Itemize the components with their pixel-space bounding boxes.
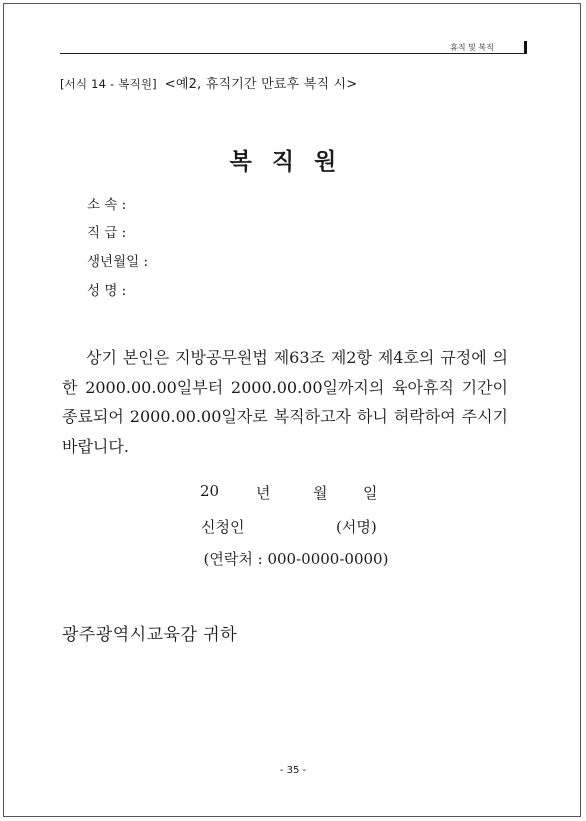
header-rule — [60, 53, 527, 54]
contact-line: (연락처 : 000-0000-0000) — [203, 550, 389, 568]
addressee: 광주광역시교육감 귀하 — [62, 625, 238, 645]
page-number: - 35 - — [279, 765, 307, 776]
date-year-unit: 년 — [256, 484, 271, 502]
body-text: 상기 본인은 지방공무원법 제63조 제2항 제4호의 규정에 의한 2000.00.00일부터 2000.00.00일까지의 육아휴직 기간이 종료되어 2000.00.00일자로 복직하고자 하니 허락하여 주시기 바랍니다. — [62, 348, 508, 456]
body-paragraph — [62, 343, 508, 461]
signature-label: (서명) — [336, 518, 377, 536]
form-code: [서식 14 - 복직원] — [60, 77, 157, 91]
field-name: 성 명 : — [87, 283, 127, 299]
form-example: <예2, 휴직기간 만료후 복직 시> — [164, 77, 358, 92]
section-header: 휴직 및 복직 — [420, 41, 527, 54]
form-label — [60, 73, 357, 92]
date-day-unit: 일 — [363, 484, 378, 502]
applicant-label: 신청인 — [201, 518, 245, 536]
field-department: 소 속 : — [87, 197, 127, 213]
date-year: 20 — [200, 482, 220, 500]
date-month-unit: 월 — [313, 484, 328, 502]
document-title: 복직원 — [229, 148, 357, 175]
field-rank: 직 급 : — [87, 225, 127, 241]
field-birthdate: 생년월일 : — [87, 254, 149, 270]
